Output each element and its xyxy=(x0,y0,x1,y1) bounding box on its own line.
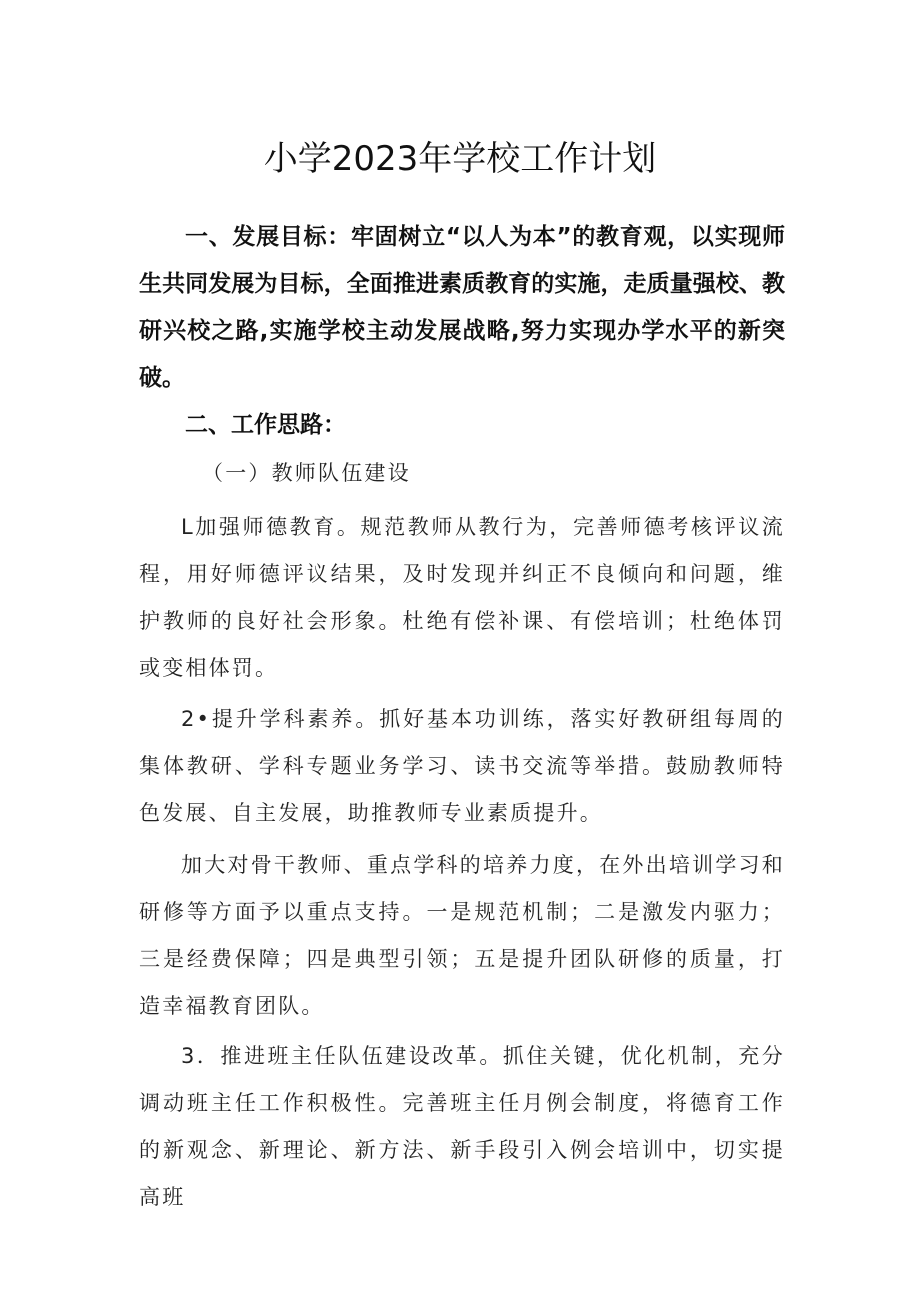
work-ideas-heading: 二、工作思路： xyxy=(185,412,346,438)
teacher-team-subheading: （一）教师队伍建设 xyxy=(202,461,411,485)
class-teacher-reform-paragraph: 3．推进班主任队伍建设改革。抓住关键，优化机制，充分调动班主任工作积极性。完善班主任月例会制度，将德育工作的新观念、新理论、新方法、新手段引入例会培训中，切实提高班 xyxy=(139,1044,785,1209)
ethics-education-paragraph: L加强师德教育。规范教师从教行为，完善师德考核评议流程，用好师德评议结果，及时发现并纠正不良倾向和问题，维护教师的良好社会形象。杜绝有偿补课、有偿培训；杜绝体罚或变相体罚。 xyxy=(139,515,785,680)
key-teacher-support-paragraph: 加大对骨干教师、重点学科的培养力度，在外出培训学习和研修等方面予以重点支持。一是规范机制；二是激发内驱力；三是经费保障；四是典型引领；五是提升团队研修的质量，打造幸福教育团队。 xyxy=(139,853,785,1018)
document-title: 小学2023年学校工作计划 xyxy=(263,139,657,179)
subject-literacy-paragraph: 2•提升学科素养。抓好基本功训练，落实好教研组每周的集体教研、学科专题业务学习、读书交流等举措。鼓励教师特色发展、自主发展，助推教师专业素质提升。 xyxy=(139,707,785,825)
development-goal-paragraph: 一、发展目标：牢固树立“以人为本”的教育观，以实现师生共同发展为目标，全面推进素质教育的实施，走质量强校、教研兴校之路,实施学校主动发展战略,努力实现办学水平的新突破。 xyxy=(139,224,785,391)
